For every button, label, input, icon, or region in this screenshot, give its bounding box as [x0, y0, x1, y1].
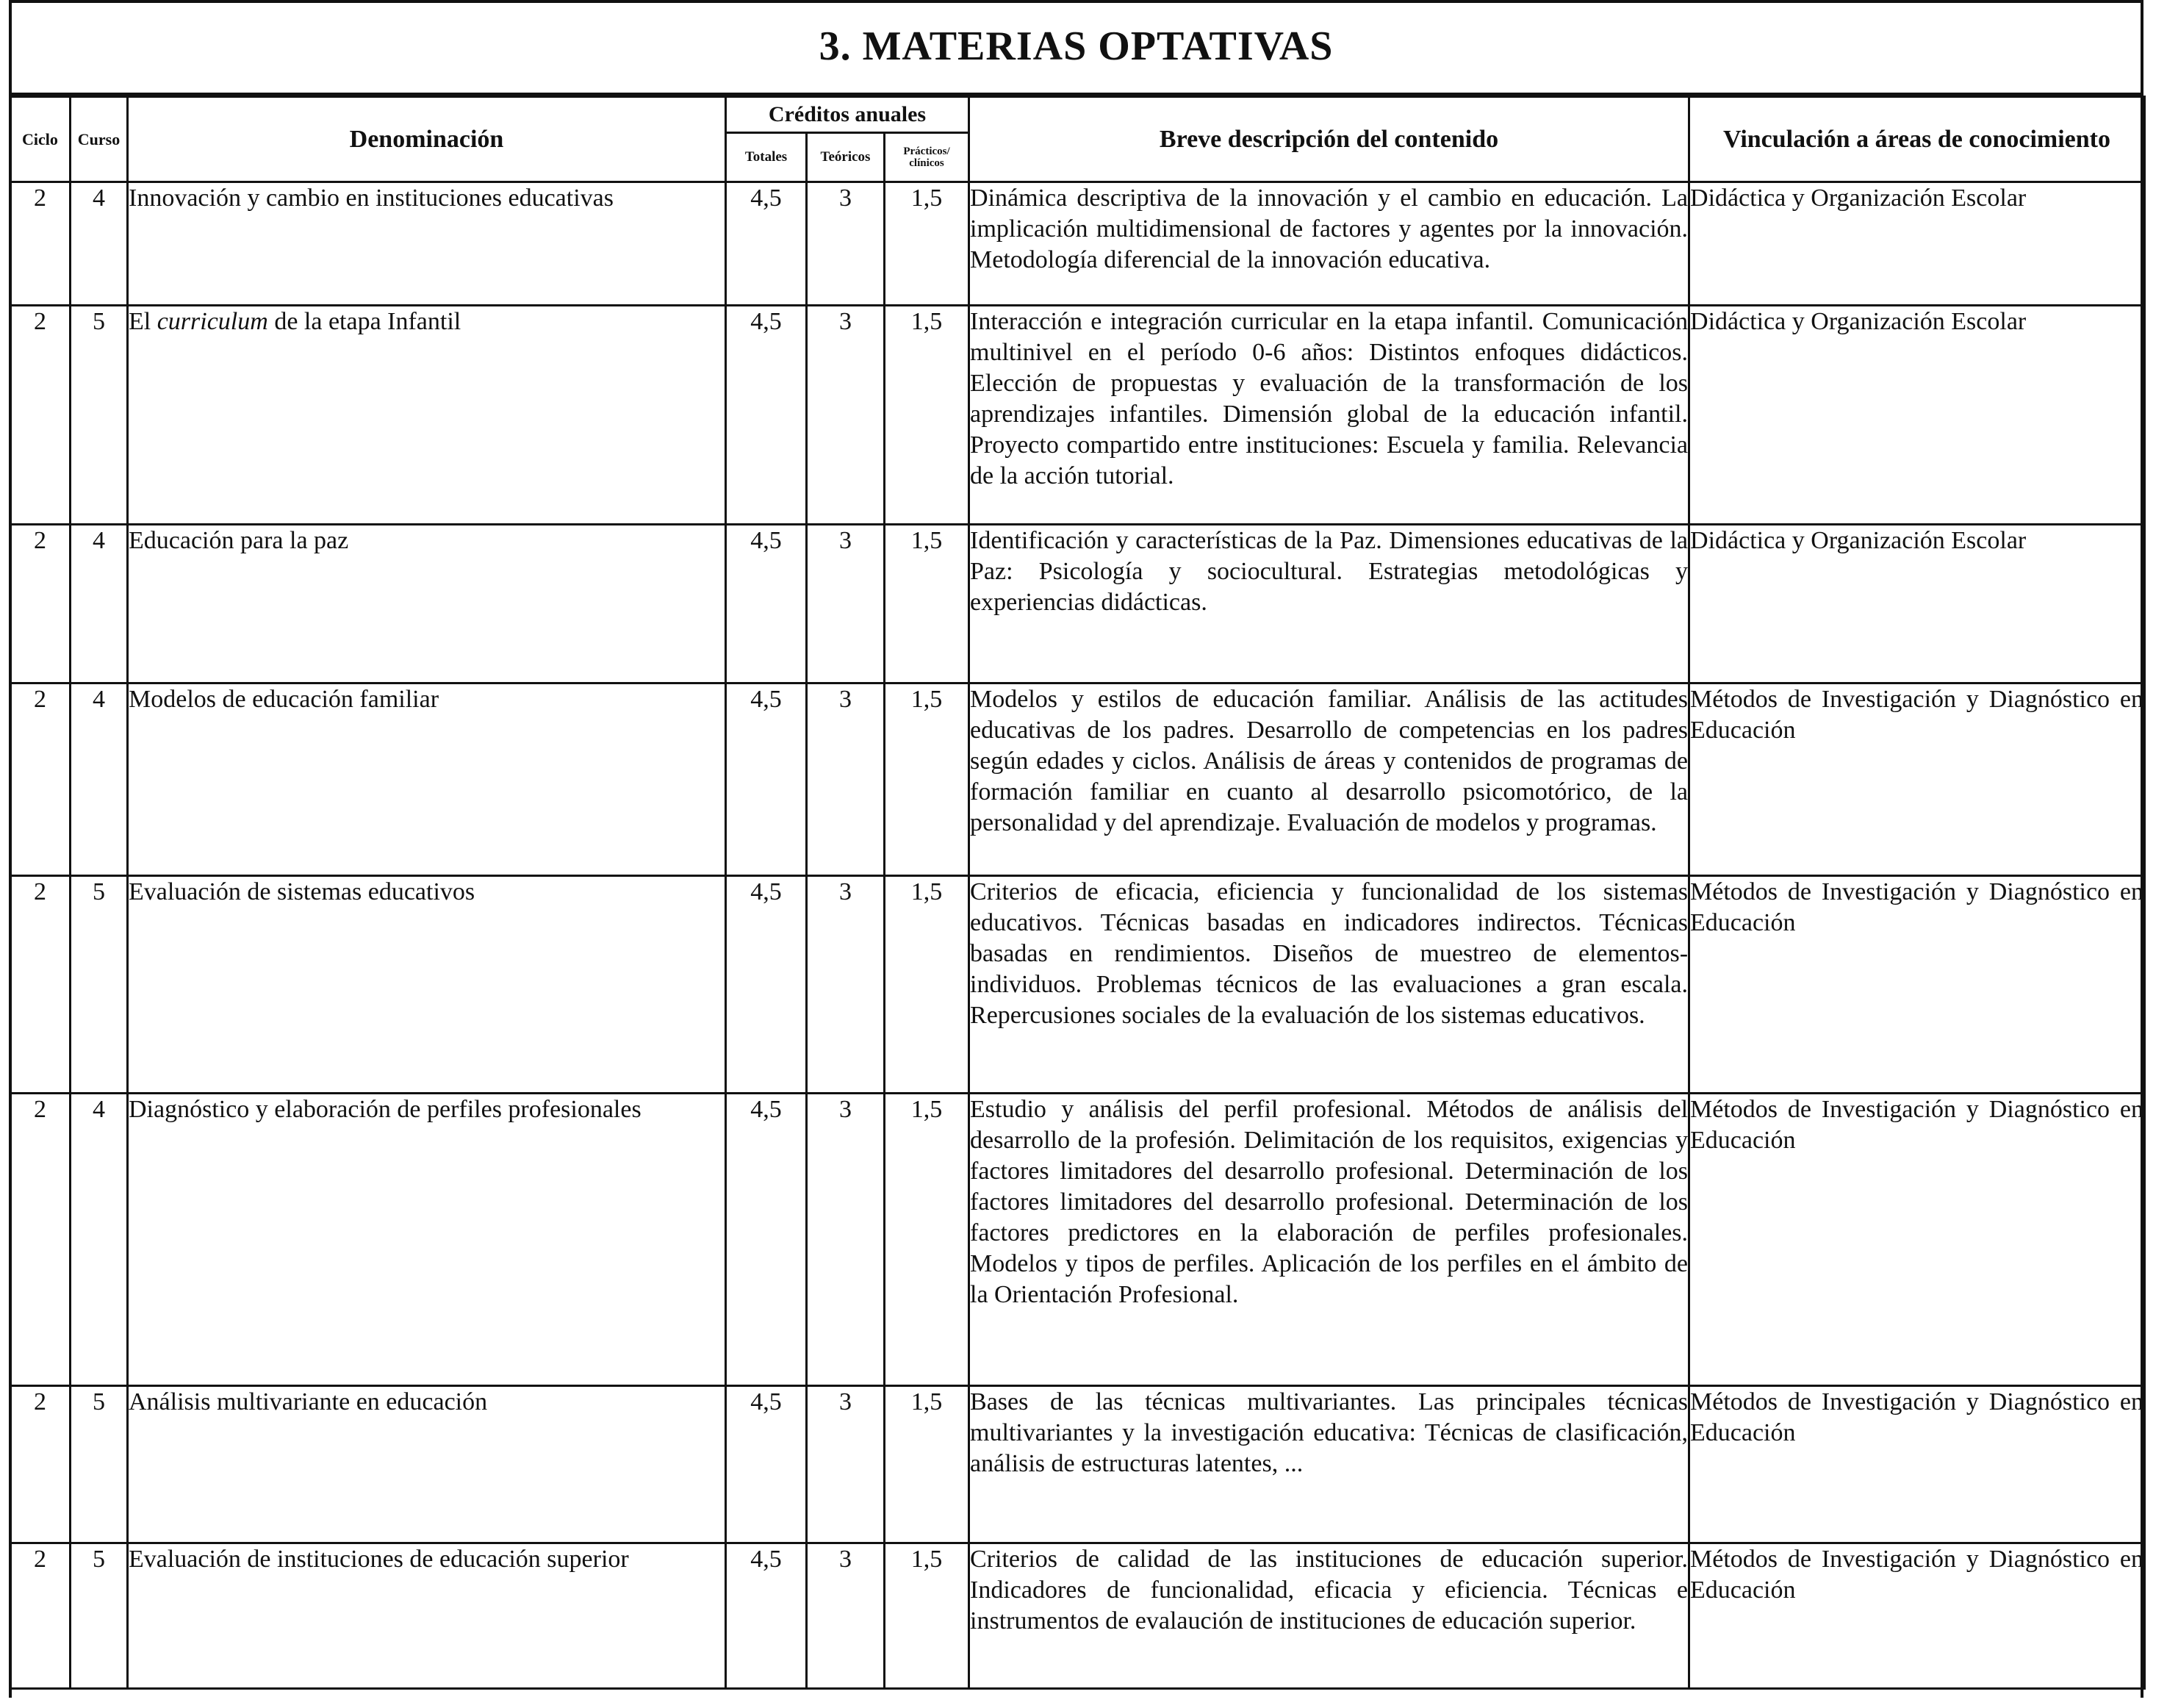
- header-ciclo: Ciclo: [10, 97, 71, 182]
- cell-denominacion: [128, 525, 726, 683]
- cell-practicos: 1,5: [885, 876, 969, 1094]
- table-header: [10, 97, 2145, 182]
- cell-curso: 5: [71, 1386, 128, 1543]
- table-body: [10, 182, 2145, 1689]
- header-practicos: [885, 133, 969, 182]
- header-practicos-line1: Prácticos/: [903, 146, 950, 157]
- den-text: Modelos de educación familiar: [129, 686, 439, 713]
- cell-teoricos: 3: [807, 876, 885, 1094]
- cell-ciclo: 2: [10, 306, 71, 525]
- cell-descripcion: Criterios de calidad de las instituciones de educación superior. Indicadores de funcionalidad, eficacia y eficiencia. Técnicas e instrumentos de evalaución de instituciones de educación superior.: [969, 1543, 1689, 1689]
- cell-curso: 5: [71, 306, 128, 525]
- cell-totales: 4,5: [726, 1386, 807, 1543]
- den-italic: curriculum: [157, 308, 268, 335]
- cell-descripcion: Criterios de eficacia, eficiencia y funcionalidad de los sistemas educativos. Técnicas basadas en indicadores indirectos. Técnicas basadas en rendimientos. Diseños de muestreo de elementos-individuos. Problemas técnicos de las evaluaciones a gran escala. Repercusiones sociales de la evaluación de los sistemas educativos.: [969, 876, 1689, 1094]
- cell-curso: 5: [71, 1543, 128, 1689]
- header-teoricos: Teóricos: [807, 133, 885, 182]
- title-banner: [9, 0, 2143, 96]
- cell-ciclo: 2: [10, 1543, 71, 1689]
- cell-curso: 4: [71, 525, 128, 683]
- header-curso: Curso: [71, 97, 128, 182]
- header-totales: Totales: [726, 133, 807, 182]
- cell-totales: 4,5: [726, 683, 807, 876]
- cell-vinculacion: Métodos de Investigación y Diagnóstico en Educación: [1689, 1094, 2145, 1386]
- den-text: El: [129, 308, 157, 335]
- cell-denominacion: [128, 1094, 726, 1386]
- header-practicos-line2: clínicos: [909, 157, 944, 169]
- cell-ciclo: 2: [10, 182, 71, 306]
- cell-teoricos: 3: [807, 525, 885, 683]
- cell-denominacion: [128, 876, 726, 1094]
- cell-totales: 4,5: [726, 876, 807, 1094]
- cell-practicos: 1,5: [885, 1094, 969, 1386]
- cell-vinculacion: Métodos de Investigación y Diagnóstico en Educación: [1689, 1386, 2145, 1543]
- den-text: Innovación y cambio en instituciones educativas: [129, 184, 614, 212]
- table-row: [10, 1094, 2145, 1386]
- cell-curso: 4: [71, 683, 128, 876]
- cell-descripcion: Bases de las técnicas multivariantes. Las principales técnicas multivariantes y la investigación educativa: Técnicas de clasificación, análisis de estructuras latentes, ...: [969, 1386, 1689, 1543]
- cell-descripcion: Modelos y estilos de educación familiar. Análisis de las actitudes educativas de los padres. Desarrollo de competencias en los padres según edades y ciclos. Análisis de áreas y contenidos de programas de formación familiar en cuanto al desarrollo psicomotórico, de la personalidad y del aprendizaje. Evaluación de modelos y programas.: [969, 683, 1689, 876]
- cell-totales: 4,5: [726, 1543, 807, 1689]
- cell-ciclo: 2: [10, 1386, 71, 1543]
- cell-vinculacion: Métodos de Investigación y Diagnóstico en Educación: [1689, 1543, 2145, 1689]
- cell-practicos: 1,5: [885, 306, 969, 525]
- cell-vinculacion: Métodos de Investigación y Diagnóstico en Educación: [1689, 876, 2145, 1094]
- header-creditos: Créditos anuales: [726, 97, 969, 133]
- cell-denominacion: [128, 683, 726, 876]
- cell-denominacion: [128, 306, 726, 525]
- table-row: [10, 1543, 2145, 1689]
- den-text: Diagnóstico y elaboración de perfiles profesionales: [129, 1096, 642, 1123]
- cell-ciclo: 2: [10, 683, 71, 876]
- cell-curso: 4: [71, 182, 128, 306]
- table-row: [10, 525, 2145, 683]
- cell-descripcion: Dinámica descriptiva de la innovación y el cambio en educación. La implicación multidimensional de factores y agentes por la innovación. Metodología diferencial de la innovación educativa.: [969, 182, 1689, 306]
- cell-descripcion: Interacción e integración curricular en la etapa infantil. Comunicación multinivel en el período 0-6 años: Distintos enfoques didácticos. Elección de propuestas y evaluación de la transformación de los aprendizajes infantiles. Dimensión global de la educación infantil. Proyecto compartido entre instituciones: Escuela y familia. Relevancia de la acción tutorial.: [969, 306, 1689, 525]
- cell-curso: 4: [71, 1094, 128, 1386]
- table-row: [10, 306, 2145, 525]
- header-denominacion: Denominación: [128, 97, 726, 182]
- cell-totales: 4,5: [726, 1094, 807, 1386]
- den-text: Educación para la paz: [129, 527, 349, 554]
- cell-practicos: 1,5: [885, 525, 969, 683]
- table-row: [10, 876, 2145, 1094]
- cell-ciclo: 2: [10, 525, 71, 683]
- cell-practicos: 1,5: [885, 1543, 969, 1689]
- cell-teoricos: 3: [807, 1543, 885, 1689]
- cell-practicos: 1,5: [885, 182, 969, 306]
- cell-curso: 5: [71, 876, 128, 1094]
- cell-descripcion: Identificación y características de la Paz. Dimensiones educativas de la Paz: Psicología y sociocultural. Estrategias metodológicas y experiencias didácticas.: [969, 525, 1689, 683]
- header-descripcion: Breve descripción del contenido: [969, 97, 1689, 182]
- cell-totales: 4,5: [726, 306, 807, 525]
- cell-teoricos: 3: [807, 1094, 885, 1386]
- cell-practicos: 1,5: [885, 683, 969, 876]
- cell-denominacion: [128, 1543, 726, 1689]
- cell-vinculacion: Métodos de Investigación y Diagnóstico en Educación: [1689, 683, 2145, 876]
- cell-descripcion: Estudio y análisis del perfil profesional. Métodos de análisis del desarrollo de la profesión. Delimitación de los requisitos, exigencias y factores limitadores del desarrollo profesional. Determinación de los factores limitadores del desarrollo profesional. Determinación de los factores predictores en la elaboración de perfiles profesionales. Modelos y tipos de perfiles. Aplicación de los perfiles en el ámbito de la Orientación Profesional.: [969, 1094, 1689, 1386]
- den-text: Análisis multivariante en educación: [129, 1388, 488, 1415]
- cell-vinculacion: Didáctica y Organización Escolar: [1689, 182, 2145, 306]
- cell-ciclo: 2: [10, 876, 71, 1094]
- cell-vinculacion: Didáctica y Organización Escolar: [1689, 306, 2145, 525]
- optional-subjects-table: [9, 96, 2146, 1690]
- den-text-after: de la etapa Infantil: [267, 308, 461, 335]
- cell-vinculacion: Didáctica y Organización Escolar: [1689, 525, 2145, 683]
- cell-teoricos: 3: [807, 683, 885, 876]
- cell-denominacion: [128, 182, 726, 306]
- page-title: 3. MATERIAS OPTATIVAS: [819, 24, 1334, 69]
- cell-teoricos: 3: [807, 306, 885, 525]
- cell-ciclo: 2: [10, 1094, 71, 1386]
- cell-teoricos: 3: [807, 1386, 885, 1543]
- cell-teoricos: 3: [807, 182, 885, 306]
- cell-denominacion: [128, 1386, 726, 1543]
- cell-practicos: 1,5: [885, 1386, 969, 1543]
- table-row: [10, 1386, 2145, 1543]
- table-row: [10, 683, 2145, 876]
- table-row: [10, 182, 2145, 306]
- den-text: Evaluación de sistemas educativos: [129, 878, 475, 905]
- header-vinculacion: Vinculación a áreas de conocimiento: [1689, 97, 2145, 182]
- den-text: Evaluación de instituciones de educación superior: [129, 1546, 629, 1573]
- cell-totales: 4,5: [726, 525, 807, 683]
- cell-totales: 4,5: [726, 182, 807, 306]
